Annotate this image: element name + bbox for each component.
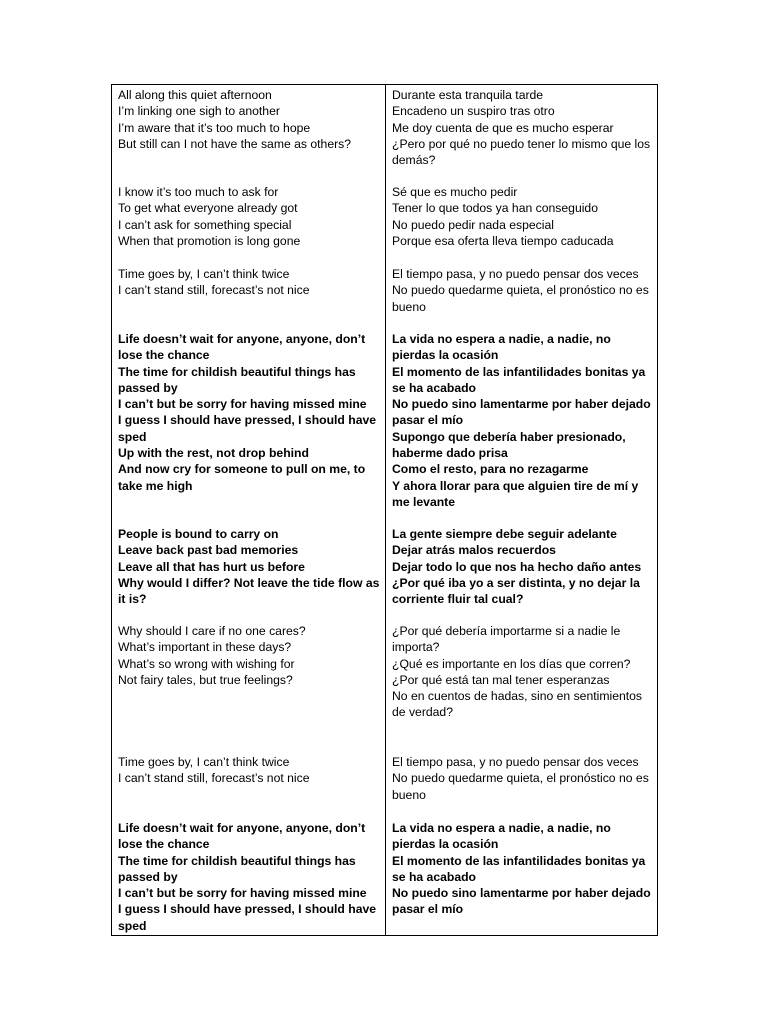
spanish-stanza — [392, 184, 654, 249]
lyric-line: But still can I not have the same as others? — [118, 136, 352, 151]
spanish-stanza — [392, 820, 654, 918]
lyric-line: ¿Qué es importante en los días que corren? — [392, 656, 631, 671]
lyric-line: Not fairy tales, but true feelings? — [118, 672, 293, 687]
lyric-line: Time goes by, I can’t think twice — [118, 755, 290, 769]
lyric-line: Me doy cuenta de que es mucho esperar — [392, 120, 614, 135]
lyric-line: Life doesn’t wait for anyone, anyone, don’t lose the chance — [118, 821, 366, 852]
lyric-line: I can’t ask for something special — [118, 217, 292, 232]
english-stanza — [118, 526, 380, 607]
lyric-line: No puedo quedarme quieta, el pronóstico no es bueno — [392, 771, 649, 802]
lyric-line: Porque esa oferta lleva tiempo caducada — [392, 233, 614, 248]
lyric-line: I can’t stand still, forecast’s not nice — [118, 283, 310, 298]
lyric-line: No puedo sino lamentarme por haber dejado pasar el mío — [392, 397, 651, 428]
english-stanza — [118, 331, 380, 494]
lyric-line: I guess I should have pressed, I should have sped — [118, 413, 377, 444]
lyric-line: El momento de las infantilidades bonitas ya se ha acabado — [392, 364, 646, 395]
lyric-line: Tener lo que todos ya han conseguido — [392, 201, 598, 216]
lyric-line: No puedo sino lamentarme por haber dejado pasar el mío — [392, 886, 651, 917]
lyric-line: Life doesn’t wait for anyone, anyone, don’t lose the chance — [118, 332, 366, 363]
lyric-line: Why would I differ? Not leave the tide flow as it is? — [118, 575, 380, 607]
spanish-stanza — [392, 87, 654, 168]
lyric-line: Up with the rest, not drop behind — [118, 446, 309, 461]
lyric-line: Durante esta tranquila tarde — [392, 88, 544, 102]
english-stanza — [118, 266, 380, 299]
lyric-line: I’m aware that it’s too much to hope — [118, 120, 311, 135]
lyric-line: Sé que es mucho pedir — [392, 185, 518, 199]
lyric-line: And now cry for someone to pull on me, to take me high — [118, 462, 366, 493]
english-stanza — [118, 820, 380, 934]
english-stanza — [118, 87, 380, 152]
spanish-stanza — [392, 526, 654, 607]
lyric-line: Time goes by, I can’t think twice — [118, 267, 290, 281]
lyric-line: Leave all that has hurt us before — [118, 559, 305, 574]
lyrics-table — [111, 84, 658, 936]
spanish-stanza — [392, 331, 654, 510]
lyric-line: El tiempo pasa, y no puedo pensar dos veces — [392, 755, 639, 769]
lyric-line: No puedo quedarme quieta, el pronóstico no es bueno — [392, 283, 649, 314]
lyric-line: La vida no espera a nadie, a nadie, no pierdas la ocasión — [392, 332, 611, 363]
lyric-line: I can’t stand still, forecast’s not nice — [118, 771, 310, 786]
lyric-line: What’s important in these days? — [118, 640, 292, 655]
spanish-column — [385, 85, 664, 935]
lyric-line: Dejar todo lo que nos ha hecho daño antes — [392, 559, 642, 574]
lyric-line: I’m linking one sigh to another — [118, 104, 280, 119]
lyric-line: La vida no espera a nadie, a nadie, no pierdas la ocasión — [392, 821, 611, 852]
lyric-line: When that promotion is long gone — [118, 233, 301, 248]
lyric-line: No puedo pedir nada especial — [392, 217, 554, 232]
english-stanza — [118, 184, 380, 249]
lyric-line: ¿Por qué iba yo a ser distinta, y no dejar la corriente fluir tal cual? — [392, 575, 640, 607]
lyric-line: Leave back past bad memories — [118, 543, 299, 558]
lyric-line: ¿Por qué debería importarme si a nadie le importa? — [392, 624, 621, 655]
spanish-stanza — [392, 266, 654, 315]
lyric-line: El tiempo pasa, y no puedo pensar dos veces — [392, 267, 639, 281]
english-stanza — [118, 754, 380, 787]
lyric-line: The time for childish beautiful things has passed by — [118, 364, 356, 395]
lyric-line: I can’t but be sorry for having missed mine — [118, 886, 367, 901]
lyric-line: Supongo que debería haber presionado, haberme dado prisa — [392, 429, 626, 461]
english-column — [112, 85, 390, 935]
lyric-line: Why should I care if no one cares? — [118, 624, 306, 638]
spanish-stanza — [392, 623, 654, 721]
lyric-line: What’s so wrong with wishing for — [118, 656, 295, 671]
lyric-line: I guess I should have pressed, I should have sped — [118, 902, 377, 933]
lyric-line: I can’t but be sorry for having missed mine — [118, 397, 367, 412]
lyric-line: To get what everyone already got — [118, 201, 298, 216]
lyric-line: El momento de las infantilidades bonitas ya se ha acabado — [392, 853, 646, 884]
lyric-line: I know it’s too much to ask for — [118, 185, 279, 199]
lyric-line: The time for childish beautiful things has passed by — [118, 853, 356, 884]
lyric-line: People is bound to carry on — [118, 527, 279, 541]
lyric-line: All along this quiet afternoon — [118, 88, 272, 102]
lyric-line: La gente siempre debe seguir adelante — [392, 527, 617, 541]
lyric-line: ¿Por qué está tan mal tener esperanzas — [392, 672, 610, 687]
lyric-line: Dejar atrás malos recuerdos — [392, 543, 556, 558]
lyric-line: Como el resto, para no rezagarme — [392, 462, 589, 477]
lyric-line: Encadeno un suspiro tras otro — [392, 104, 555, 119]
lyric-line: Y ahora llorar para que alguien tire de mí y me levante — [392, 478, 639, 509]
lyric-line: No en cuentos de hadas, sino en sentimientos de verdad? — [392, 689, 643, 720]
english-stanza — [118, 623, 380, 688]
lyric-line: ¿Pero por qué no puedo tener lo mismo que los demás? — [392, 136, 651, 168]
spanish-stanza — [392, 754, 654, 803]
